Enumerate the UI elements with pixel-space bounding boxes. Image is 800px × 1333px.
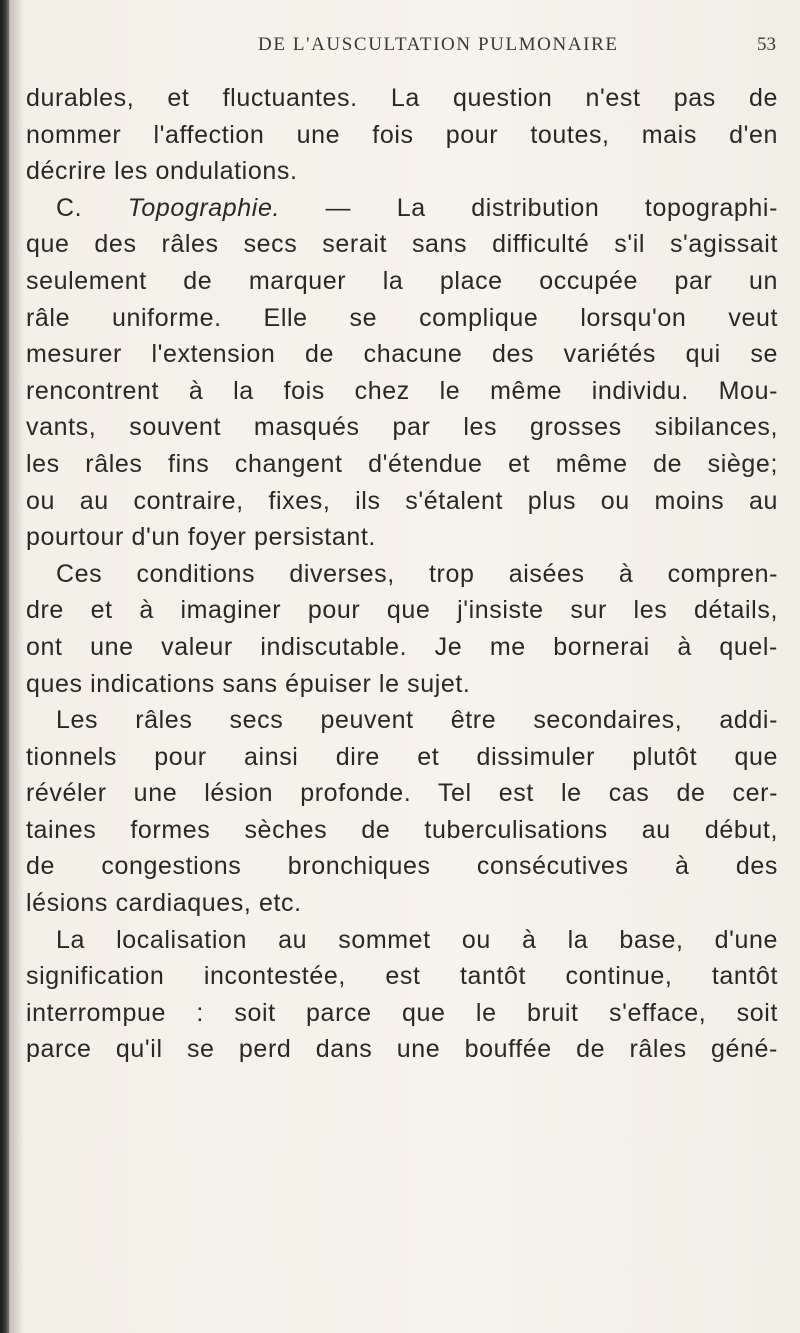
text-line: révéler une lésion profonde. Tel est le cas de cer- [26,779,778,808]
section-title-rest: — La distribution topographi- [280,193,778,222]
text-line: vants, souvent masqués par les grosses sibilances, [26,413,778,442]
text-line: décrire les ondulations. [26,157,298,186]
text-line: les râles fins changent d'étendue et même de siège; [26,449,778,478]
text-line: taines formes sèches de tuberculisations au début, [26,815,778,844]
page-number: 53 [757,34,776,55]
running-head [0,30,800,70]
text-line: Les râles secs peuvent être secondaires, addi- [56,706,778,735]
text-line: ou au contraire, fixes, ils s'étalent plus ou moins au [26,486,778,515]
text-line: nommer l'affection une fois pour toutes, mais d'en [26,120,778,149]
text-line: que des râles secs serait sans difficulté s'il s'agissait [26,230,778,259]
section-heading-line [26,190,778,227]
binding-gutter [0,0,10,1333]
text-line: Ces conditions diverses, trop aisées à compren- [56,559,778,588]
text-line: de congestions bronchiques consécutives à des [26,852,778,881]
text-line: dre et à imaginer pour que j'insiste sur les détails, [26,596,778,625]
running-title: DE L'AUSCULTATION PULMONAIRE [258,34,619,55]
text-line: pourtour d'un foyer persistant. [26,523,376,552]
text-line: parce qu'il se perd dans une bouffée de râles géné- [26,1035,778,1064]
text-line: râle uniforme. Elle se complique lorsqu'on veut [26,303,778,332]
text-line: seulement de marquer la place occupée par un [26,266,778,295]
text-line: ont une valeur indiscutable. Je me bornerai à quel- [26,632,778,661]
section-label: C. [56,193,83,222]
text-line: mesurer l'extension de chacune des variétés qui se [26,340,778,369]
text-line: durables, et fluctuantes. La question n'est pas de [26,84,778,112]
body-text [26,80,778,1068]
text-line: ques indications sans épuiser le sujet. [26,669,471,698]
text-line: interrompue : soit parce que le bruit s'efface, soit [26,998,778,1027]
text-line: La localisation au sommet ou à la base, d'une [56,925,778,954]
text-line: rencontrent à la fois chez le même individu. Mou- [26,376,778,405]
text-line: signification incontestée, est tantôt continue, tantôt [26,962,778,991]
gutter-shadow [10,0,24,1333]
section-title: Topographie. [127,193,280,222]
text-line: lésions cardiaques, etc. [26,889,302,918]
text-line: tionnels pour ainsi dire et dissimuler plutôt que [26,742,778,771]
